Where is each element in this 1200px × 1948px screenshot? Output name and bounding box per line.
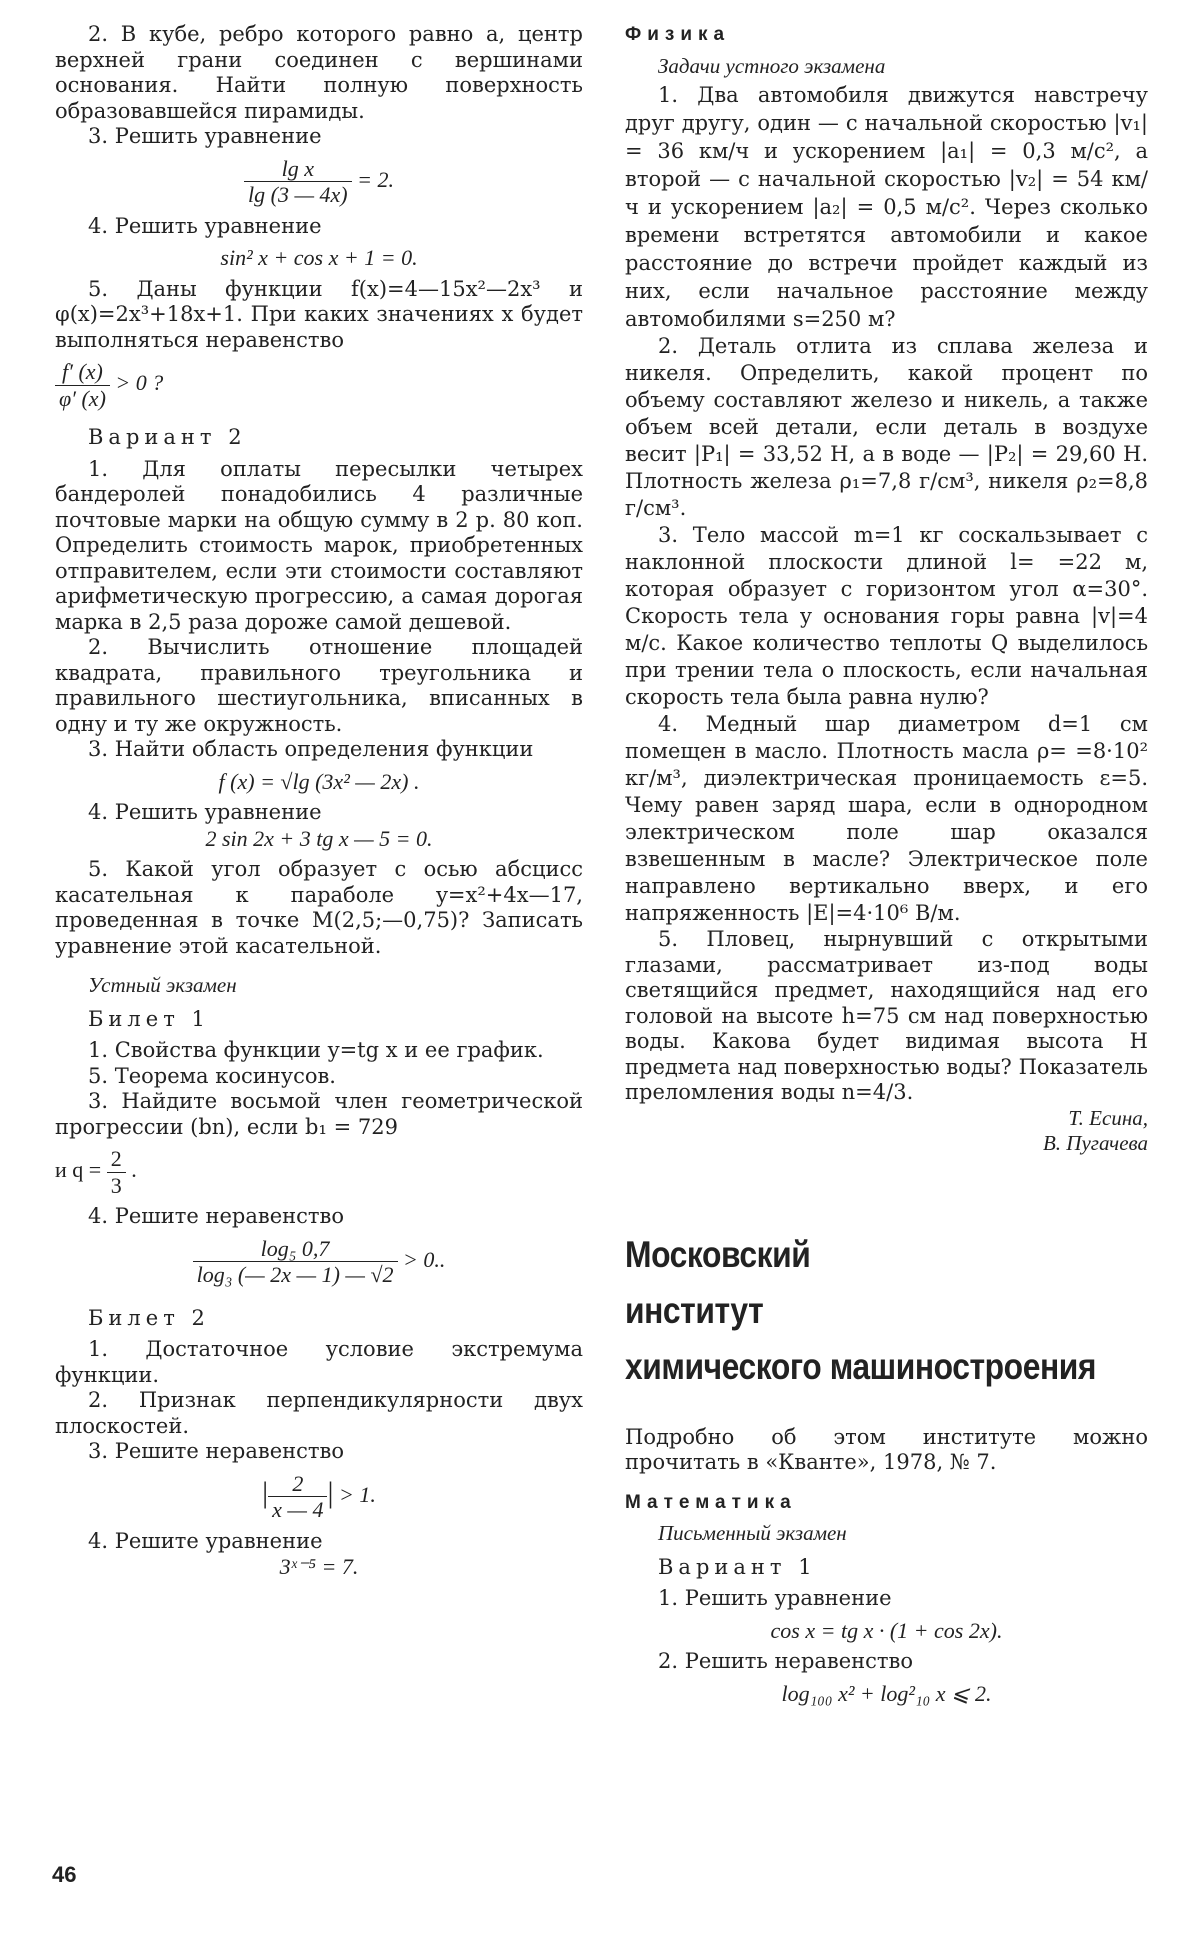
problem-text: 3. Решите неравенство: [88, 1439, 344, 1463]
fraction-denominator: x — 4: [272, 1497, 324, 1522]
equation-rhs: .: [131, 1157, 137, 1183]
problem-text: 2. Вычислить отношение площадей квадрата, правильного треугольника и правильного шестиугольника, вписанных в одну и ту же окружность.: [55, 635, 583, 736]
problem-text: 1. Достаточное условие экстремума функции.: [55, 1337, 583, 1387]
equation-rhs: > 0 ?: [115, 370, 164, 396]
section-heading-math: Математика: [625, 1491, 797, 1513]
fraction-numerator: lg x: [244, 156, 352, 183]
institute-note: Подробно об этом институте можно прочитать в «Кванте», 1978, № 7.: [625, 1424, 1148, 1474]
left-column: [55, 22, 583, 1586]
equation: [55, 1146, 583, 1198]
equation-rhs: > 0..: [403, 1246, 446, 1272]
section-subheading: Устный экзамен: [88, 973, 237, 997]
equation: [55, 359, 583, 411]
equation-rhs: > 1.: [339, 1481, 376, 1507]
variant-heading: Вариант 2: [88, 425, 247, 449]
author-signature: Т. Есина,: [1068, 1105, 1148, 1130]
ticket-heading: Билет 2: [88, 1305, 210, 1330]
problem-text: 1. Два автомобиля движутся навстречу друг другу, один — с начальной скоростью |v₁| = 36 км/ч и ускорением |a₁| = 0,3 м/с², а второй — с начальной скоростью |v₂| = 54 км/ч и ускорением |a₂| = 0,5 м/с². Через сколько времени встретятся автомобили и какое расстояние до встречи пройдет каждый из них, если начальное расстояние между автомобилями s=250 м?: [625, 83, 1148, 331]
institute-title-line: институт: [625, 1289, 764, 1331]
problem-text: 5. Теорема косинусов.: [88, 1063, 336, 1088]
problem-text: 4. Решить уравнение: [88, 800, 322, 824]
problem-text: 3. Найдите восьмой член геометрической прогрессии (bn), если b₁ = 729: [55, 1089, 583, 1139]
problem-text: 1. Решить уравнение: [658, 1586, 892, 1610]
problem-text: 4. Медный шар диаметром d=1 см помещен в масло. Плотность масла ρ= =8·10² кг/м³, диэлектрическая проницаемость ε=5. Чему равен заряд шара, если в однородном электрическом поле шар оказался взвешенным в масле? Электрическое поле направлено вертикально вверх, и его напряженность |E|=4·10⁶ В/м.: [625, 712, 1148, 925]
section-subheading: Письменный экзамен: [658, 1521, 847, 1545]
page-number: 46: [52, 1862, 77, 1887]
problem-text: 1. Свойства функции y=tg x и ее график.: [88, 1038, 544, 1062]
fraction-numerator: f′ (x): [55, 359, 110, 386]
problem-text: 4. Решите неравенство: [88, 1204, 344, 1228]
problem-text: 2. В кубе, ребро которого равно a, центр верхней грани соединен с вершинами основания. Найти полную поверхность образовавшейся пирамиды.: [55, 22, 583, 123]
section-heading-physics: Физика: [625, 24, 731, 45]
institute-title: [625, 1227, 1141, 1395]
equation-lhs: и q =: [55, 1157, 102, 1183]
problem-text: 5. Пловец, нырнувший с открытыми глазами, рассматривает из-под воды светящийся предмет, находящийся над его головой на высоте h=75 см над поверхностью воды. Какова будет видимая высота H предмета над поверхностью воды? Показатель преломления воды n=4/3.: [625, 927, 1148, 1104]
section-subheading: Задачи устного экзамена: [658, 53, 886, 78]
equation: | $\frac{2}{x — 4}$ | > 1.: [262, 1470, 376, 1522]
equation: cos x = tg x · (1 + cos 2x).: [770, 1617, 1003, 1643]
equation: 2 sin 2x + 3 tg x — 5 = 0.: [205, 825, 433, 851]
problem-text: 5. Даны функции f(x)=4—15x²—2x³ и φ(x)=2x³+18x+1. При каких значениях x будет выполняться неравенство: [55, 276, 583, 352]
equation: f (x) = √lg (3x² — 2x) .: [218, 768, 420, 794]
ticket-heading: Билет 1: [88, 1006, 210, 1031]
institute-title-line: химического машиностроения: [625, 1345, 1097, 1387]
fraction-numerator: 2: [107, 1146, 126, 1173]
fraction-numerator: log₅ 0,7: [193, 1236, 398, 1263]
problem-text: 2. Признак перпендикулярности двух плоскостей.: [55, 1388, 583, 1438]
institute-title-line: Московский: [625, 1233, 811, 1275]
variant-heading: Вариант 1: [658, 1554, 817, 1579]
problem-text: 3. Тело массой m=1 кг соскальзывает с наклонной плоскости длиной l= =22 м, которая образует с горизонтом угол α=30°. Скорость тела у основания горы равна |v|=4 м/с. Какое количество теплоты Q выделилось при трении тела о плоскость, если начальная скорость тела была равна нулю?: [625, 523, 1148, 709]
problem-text: 3. Решить уравнение: [88, 124, 322, 148]
problem-text: 4. Решите уравнение: [88, 1528, 323, 1553]
equation: log₁₀₀ x² + log²₁₀ x ⩽ 2.: [781, 1680, 992, 1706]
fraction-denominator: φ′ (x): [59, 385, 106, 411]
fraction-numerator: 2: [268, 1471, 327, 1498]
equation: sin² x + cos x + 1 = 0.: [220, 245, 418, 270]
equation: [55, 1236, 583, 1288]
problem-text: 2. Решить неравенство: [658, 1649, 913, 1673]
right-column: [625, 22, 1148, 1712]
problem-text: 1. Для оплаты пересылки четырех бандеролей понадобились 4 различные почтовые марки на общую сумму в 2 р. 80 коп. Определить стоимость марок, приобретенных отправителем, если эти стоимости составляют арифметическую прогрессию, а самая дорогая марка в 2,5 раза дороже самой дешевой.: [55, 456, 583, 634]
problem-text: 4. Решить уравнение: [88, 213, 322, 238]
problem-text: 2. Деталь отлита из сплава железа и никеля. Определить, какой процент по объему составляют железо и никель, а также объем всей детали, если деталь в воздухе весит |P₁| = 33,52 Н, а в воде — |P₂| = 29,60 Н. Плотность железа ρ₁=7,8 г/см³, никеля ρ₂=8,8 г/см³.: [625, 334, 1148, 520]
author-signature: В. Пугачева: [1042, 1131, 1148, 1155]
equation: [55, 156, 583, 208]
fraction-denominator: log₃ (— 2x — 1) — √2: [196, 1262, 394, 1287]
problem-text: 3. Найти область определения функции: [88, 737, 534, 761]
equation-rhs: = 2.: [357, 166, 394, 192]
problem-text: 5. Какой угол образует с осью абсцисс касательная к параболе y=x²+4x—17, проведенная в точке M(2,5;—0,75)? Записать уравнение этой касательной.: [55, 857, 583, 958]
fraction-denominator: 3: [110, 1172, 122, 1198]
fraction-denominator: lg (3 — 4x): [248, 182, 348, 207]
equation: 3ˣ⁻⁵ = 7.: [279, 1554, 359, 1579]
